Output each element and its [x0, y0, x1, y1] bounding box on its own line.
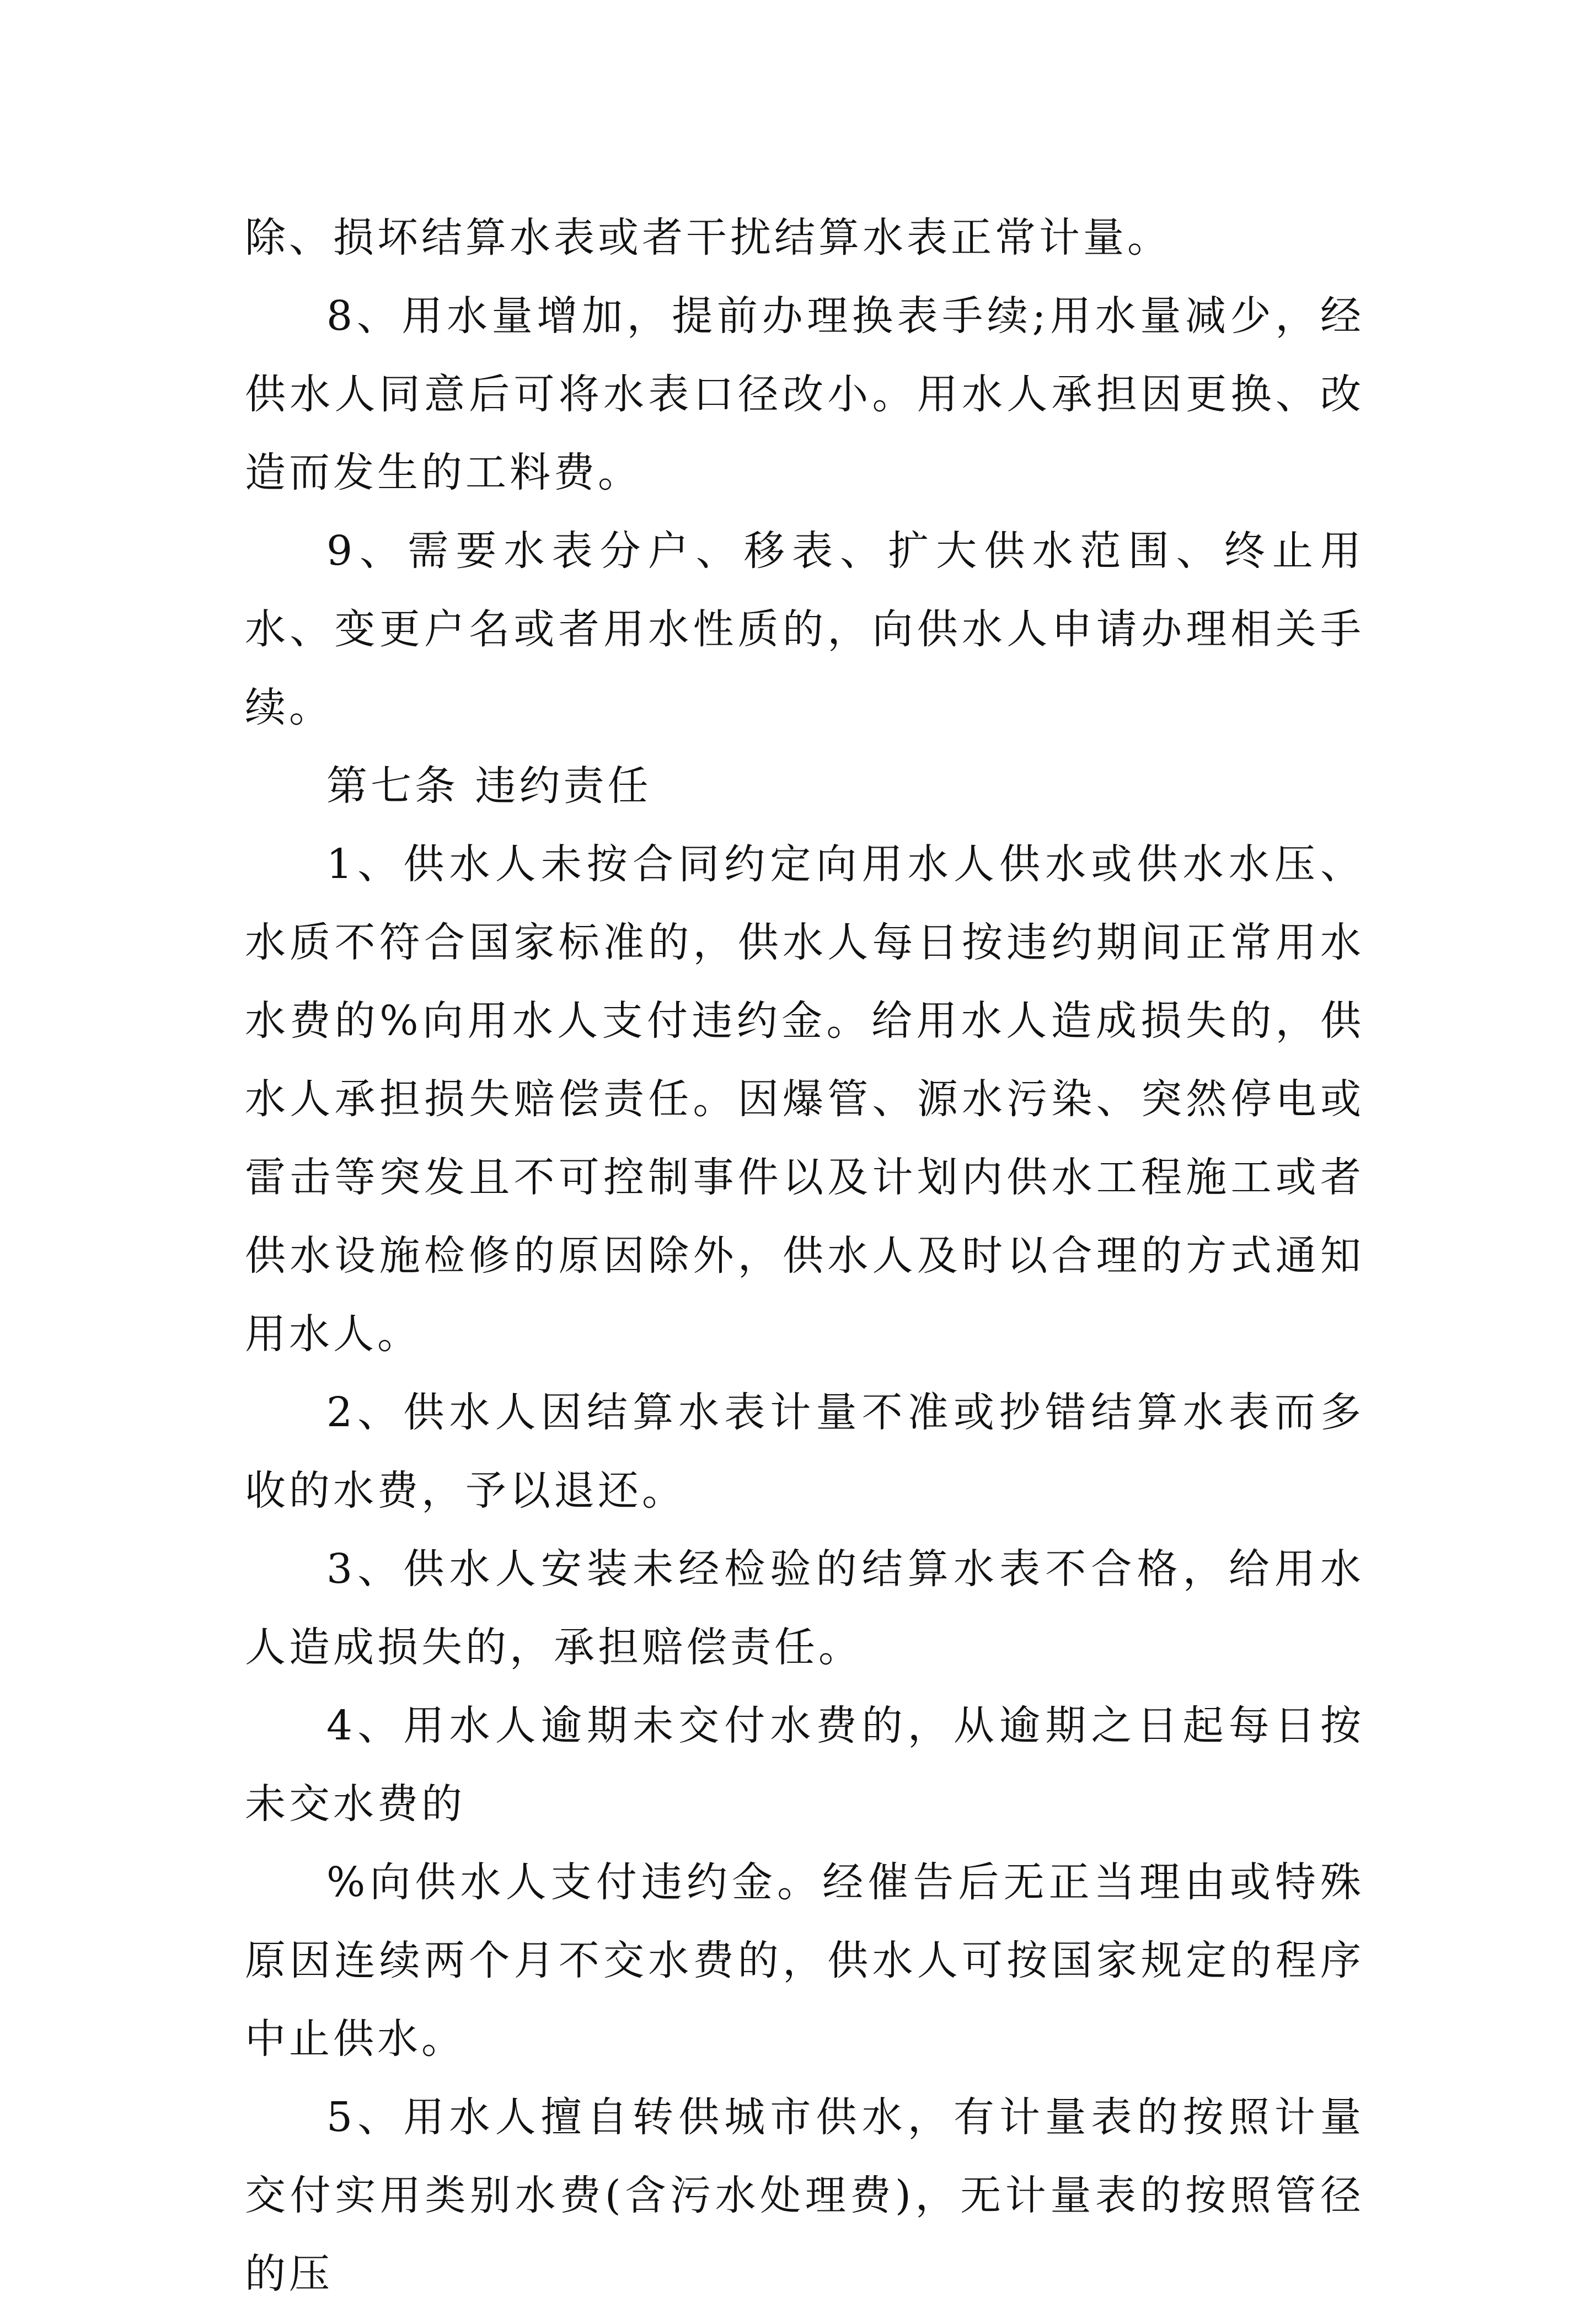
paragraph-item-4: 4、用水人逾期未交付水费的，从逾期之日起每日按未交水费的: [245, 1702, 1364, 1828]
paragraph-item-9: 9、需要水表分户、移表、扩大供水范围、终止用水、变更户名或者用水性质的，向供水人申请办理相关手续。: [245, 527, 1364, 731]
paragraph-item-2: 2、供水人因结算水表计量不准或抄错结算水表而多收的水费，予以退还。: [245, 1389, 1364, 1514]
paragraph-continuation: 除、损坏结算水表或者干扰结算水表正常计量。: [245, 214, 1171, 261]
section-heading: 第七条 违约责任: [326, 762, 652, 810]
paragraph-item-1: 1、供水人未按合同约定向用水人供水或供水水压、水质不符合国家标准的，供水人每日按违约期间正常用水水费的%向用水人支付违约金。给用水人造成损失的，供水人承担损失赔偿责任。因爆管、源水污染、突然停电或雷击等突发且不可控制事件以及计划内供水工程施工或者供水设施检修的原因除外，供水人及时以合理的方式通知用水人。: [245, 840, 1364, 1358]
paragraph-item-5: 5、用水人擅自转供城市供水，有计量表的按照计量交付实用类别水费(含污水处理费)，无计量表的按照管径的压: [245, 2094, 1364, 2298]
document-body: [245, 199, 1364, 2313]
paragraph-item-4-continued: %向供水人支付违约金。经催告后无正当理由或特殊原因连续两个月不交水费的，供水人可按国家规定的程序中止供水。: [245, 1859, 1364, 2063]
paragraph-item-3: 3、供水人安装未经检验的结算水表不合格，给用水人造成损失的，承担赔偿责任。: [245, 1545, 1364, 1671]
paragraph-item-8: 8、用水量增加，提前办理换表手续;用水量减少，经供水人同意后可将水表口径改小。用水人承担因更换、改造而发生的工料费。: [245, 292, 1364, 496]
